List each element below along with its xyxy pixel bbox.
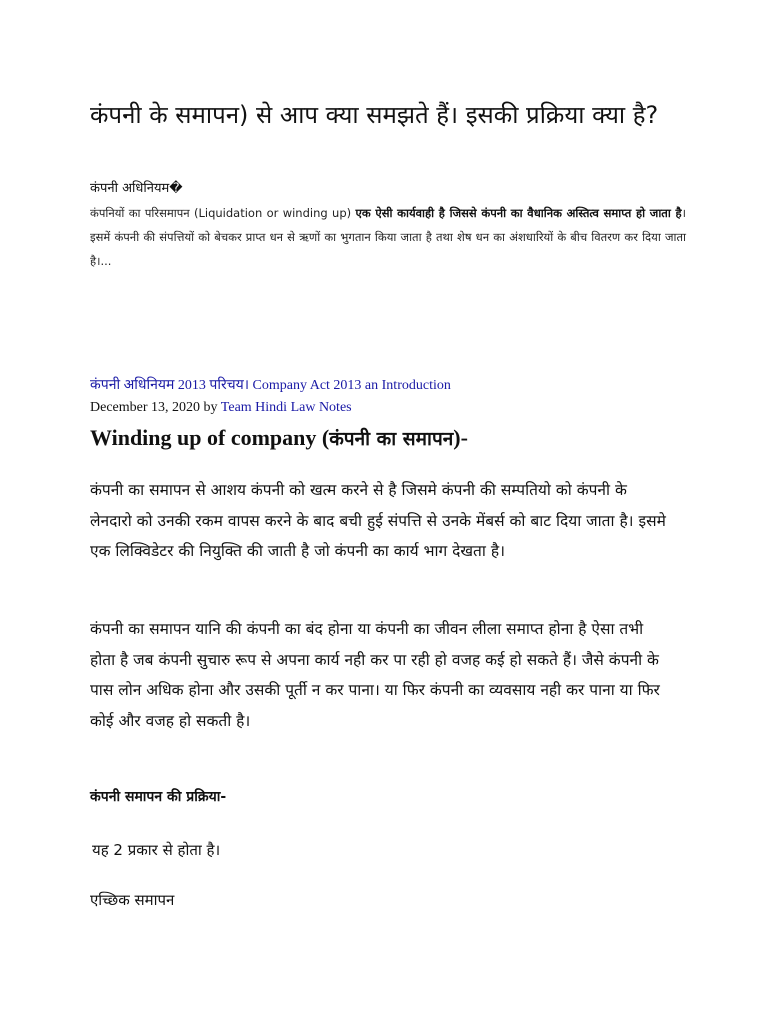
section-heading-hindi: कंपनी का समापन [329, 428, 454, 450]
explanation-paragraph: कंपनी का समापन यानि की कंपनी का बंद होना या कंपनी का जीवन लीला समाप्त होना है ऐसा तभी होता है जब कंपनी सुचारु रूप से अपना कार्य नही कर पा रही हो वजह कई हो सकते हैं। जैसे कंपनी के पास लोन अधिक होना और उसकी पूर्ती न कर पाना। या फिर कंपनी का व्यवसाय नही कर पाना या फिर कोई और वजह हो सकती है। [90, 620, 660, 730]
section-heading-english: Winding up of company ( [90, 425, 330, 450]
intro-lead-text: कंपनियों का परिसमापन (Liquidation or winding up) [90, 206, 356, 220]
related-article-link[interactable]: कंपनी अधिनियम 2013 परिचय। Company Act 2013 an Introduction [90, 378, 451, 393]
intro-paragraph [90, 201, 686, 273]
type-item-voluntary: एच्छिक समापन [90, 891, 175, 909]
intro-bold-text: एक ऐसी कार्यवाही है जिससे कंपनी का वैधानिक अस्तित्व समाप्त हो जाता है [355, 206, 682, 220]
subheading: कंपनी अधिनियम� [90, 181, 183, 196]
byline-by: by [200, 400, 221, 415]
author-link[interactable]: Team Hindi Law Notes [220, 400, 352, 415]
types-intro-line: यह 2 प्रकार से होता है। [92, 841, 221, 859]
section-heading-end: )- [453, 425, 468, 450]
process-heading: कंपनी समापन की प्रक्रिया- [90, 789, 227, 805]
section-heading [90, 422, 468, 455]
definition-paragraph: कंपनी का समापन से आशय कंपनी को खत्म करने से है जिसमे कंपनी की सम्पतियो को कंपनी के लेनदारो को उनकी रकम वापस करने के बाद बची हुई संपत्ति से उनके मेंबर्स को बाट दिया जाता है। इसमे एक लिक्विडेटर की नियुक्ति की जाती है जो कंपनी का कार्य भाग देखता है। [90, 481, 666, 560]
intro-rest-text: । इसमें कंपनी की संपत्तियों को बेचकर प्राप्त धन से ऋणों का भुगतान किया जाता है तथा शेष धन का अंशधारियों के बीच वितरण कर दिया जाता है।... [90, 206, 686, 268]
post-byline [90, 399, 352, 417]
page-title: कंपनी के समापन) से आप क्या समझते हैं। इसकी प्रक्रिया क्या है? [90, 101, 659, 129]
post-date: December 13, 2020 [90, 400, 201, 415]
